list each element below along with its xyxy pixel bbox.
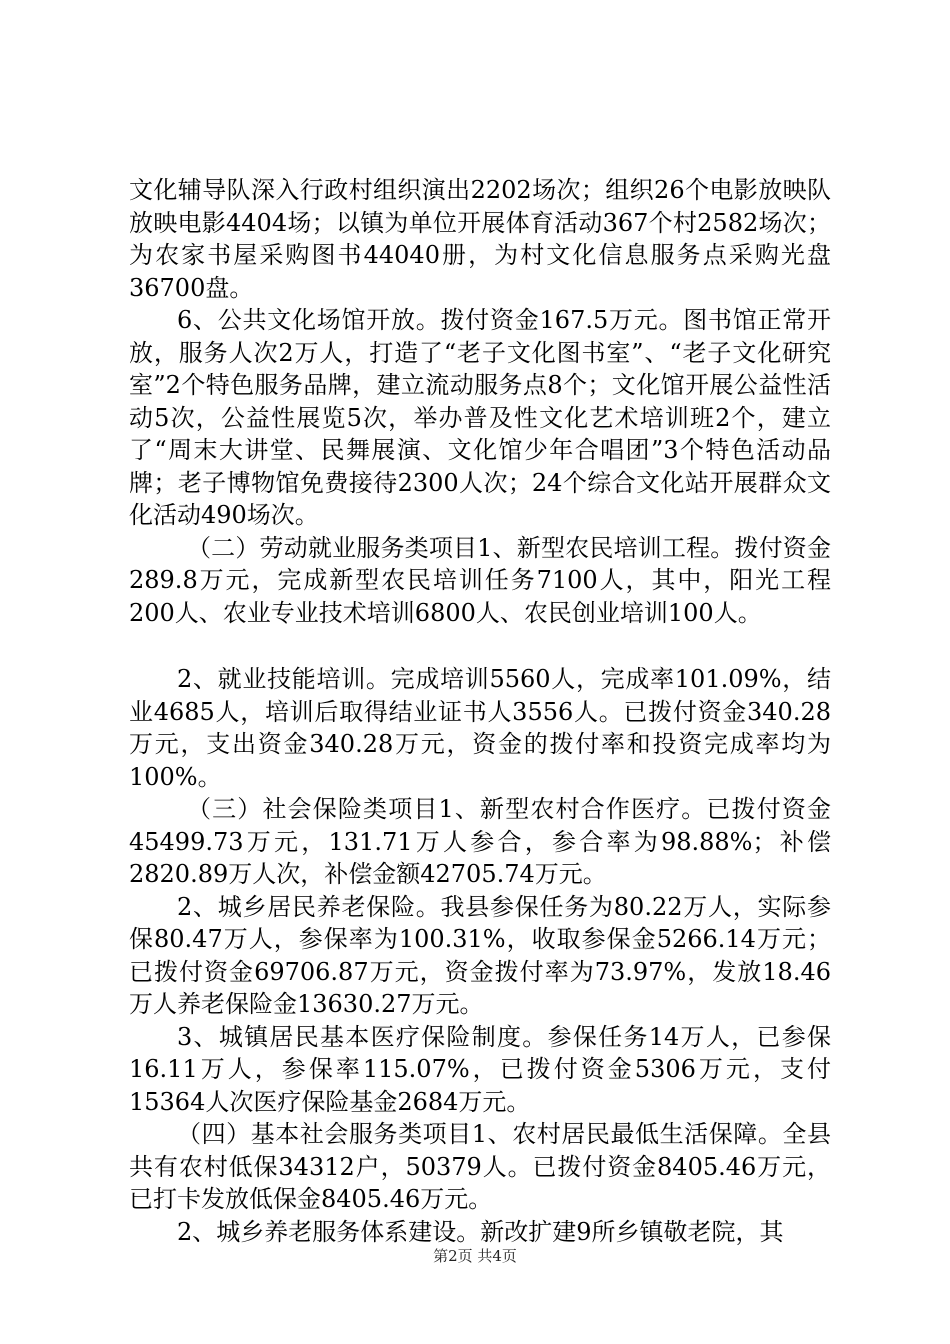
paragraph-elderly-care: 2、城乡养老服务体系建设。新改扩建9所乡镇敬老院，其 [177,1217,784,1246]
document-body [129,174,831,1248]
paragraph-basic-social-services: （四）基本社会服务类项目1、农村居民最低生活保障。全县共有农村低保34312户，50379人。已拨付资金8405.46万元，已打卡发放低保金8405.46万元。 [129,1120,831,1213]
page-number-label: 第2页 共4页 [433,1247,517,1265]
paragraph-pension-insurance: 2、城乡居民养老保险。我县参保任务为80.22万人，实际参保80.47万人，参保率为100.31%，收取参保金5266.14万元；已拨付资金69706.87万元，资金拨付率为73.97%，发放18.46万人养老保险金13630.27万元。 [129,892,831,1018]
paragraph-skills-training: 2、就业技能培训。完成培训5560人，完成率101.09%，结业4685人，培训后取得结业证书人3556人。已拨付资金340.28万元，支出资金340.28万元，资金的拨付率和投资完成率均为100%。 [129,665,831,791]
paragraph-public-venues: 6、公共文化场馆开放。拨付资金167.5万元。图书馆正常开放，服务人次2万人，打造了“老子文化图书室”、“老子文化研究室”2个特色服务品牌，建立流动服务点8个；文化馆开展公益性活动5次，公益性展览5次，举办普及性文化艺术培训班2个，建立了“周末大讲堂、民舞展演、文化馆少年合唱团”3个特色活动品牌；老子博物馆免费接待2300人次；24个综合文化站开展群众文化活动490场次。 [129,306,831,529]
paragraph-urban-medical-insurance: 3、城镇居民基本医疗保险制度。参保任务14万人，已参保16.11万人，参保率115.07%，已拨付资金5306万元，支付15364人次医疗保险基金2684万元。 [129,1022,831,1116]
page-footer [0,1246,950,1266]
paragraph-labor-employment: （二）劳动就业服务类项目1、新型农民培训工程。拨付资金289.8万元，完成新型农民培训任务7100人，其中，阳光工程200人、农业专业技术培训6800人、农民创业培训100人。 [129,533,831,627]
paragraph-social-insurance: （三）社会保险类项目1、新型农村合作医疗。已拨付资金45499.73万元，131.71万人参合，参合率为98.88%；补偿2820.89万人次，补偿金额42705.74万元。 [129,795,831,888]
paragraph-culture-activities: 文化辅导队深入行政村组织演出2202场次；组织26个电影放映队放映电影4404场；以镇为单位开展体育活动367个村2582场次；为农家书屋采购图书44040册，为村文化信息服务点采购光盘36700盘。 [129,176,831,302]
